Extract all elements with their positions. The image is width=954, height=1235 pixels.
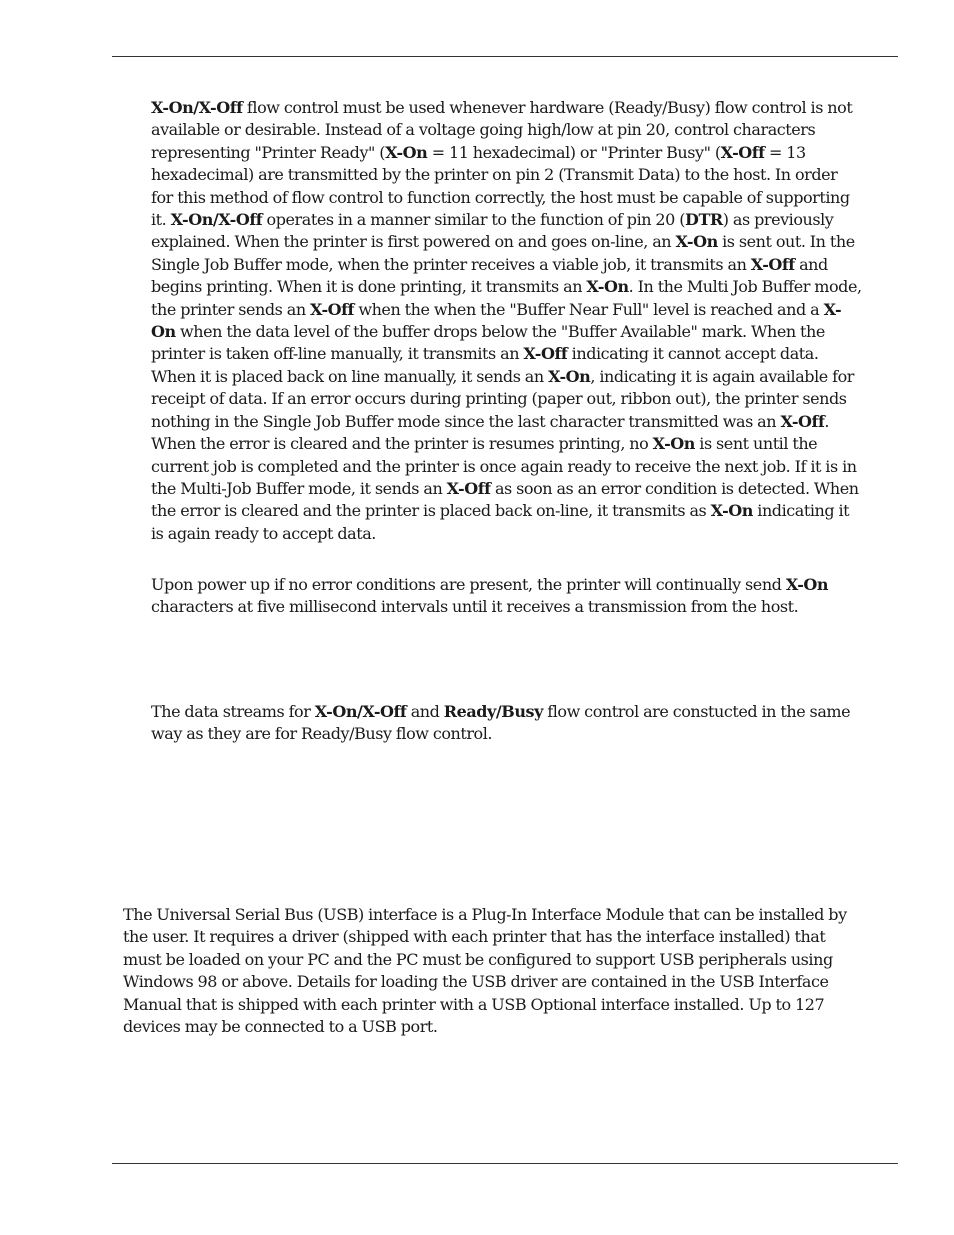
bold-term: X-On xyxy=(710,501,753,521)
bold-term: X-Off xyxy=(750,254,795,274)
usb-interface-paragraph xyxy=(123,904,863,1038)
power-up-paragraph xyxy=(151,574,863,619)
usb-interface-text: The Universal Serial Bus (USB) interface is a Plug-In Interface Module that can be installed by the user. It requires a driver (shipped with each printer that has the interface installed) that must be loaded on your PC and the PC must be configured to support USB peripherals using Windows 98 or above. Details for loading the USB driver are contained in the USB Interface Manual that is shipped with each printer with a USB Optional interface installed. Up to 127 devices may be connected to a USB port. xyxy=(123,905,847,1037)
bold-term: X-On xyxy=(586,277,629,297)
bold-term: X-On/X-Off xyxy=(314,702,407,721)
bold-term: X-Off xyxy=(446,478,491,498)
bold-term: X-Off xyxy=(523,344,568,364)
bold-term: X-On xyxy=(675,232,718,252)
header-rule xyxy=(112,56,898,57)
data-stream-paragraph xyxy=(151,701,863,746)
xon-xoff-description-text: X-On/X-Off flow control must be used whenever hardware (Ready/Busy) flow control is not available or desirable. Instead of a voltage going high/low at pin 20, control characters representing "Printer Ready" (X-On = 11 hexadecimal) or "Printer Busy" (X-Off = 13 hexadecimal) are transmitted by the printer on pin 2 (Transmit Data) to the host. In order for this method of flow control to function correctly, the host must be capable of supporting it. X-On/X-Off operates in a manner similar to the function of pin 20 (DTR) as previously explained. When the printer is first powered on and goes on-line, an X-On is sent out. In the Single Job Buffer mode, when the printer receives a viable job, it transmits an X-Off and begins printing. When it is done printing, it transmits an X-On. In the Multi Job Buffer mode, the printer sends an X-Off when the when the "Buffer Near Full" level is reached and a X-On when the data level of the buffer drops below the "Buffer Available" mark. When the printer is taken off-line manually, it transmits an X-Off indicating it cannot accept data. When it is placed back on line manually, it sends an X-On, indicating it is again available for receipt of data. If an error occurs during printing (paper out, ribbon out), the printer sends nothing in the Single Job Buffer mode since the last character transmitted was an X-Off. When the error is cleared and the printer is resumes printing, no X-On is sent until the current job is completed and the printer is once again ready to receive the next job. If it is in the Multi-Job Buffer mode, it sends an X-Off as soon as an error condition is detected. When the error is cleared and the printer is placed back on-line, it transmits as X-On indicating it is again ready to accept data. xyxy=(151,98,862,543)
bold-term: X-On xyxy=(785,575,829,594)
bold-term: Ready/Busy xyxy=(443,702,543,721)
bold-term: X-On xyxy=(652,434,695,454)
bold-term: X-On/X-Off xyxy=(151,98,243,117)
data-stream-text: The data streams for X-On/X-Off and Ready/Busy flow control are constucted in the same way as they are for Ready/Busy flow control. xyxy=(151,702,851,744)
bold-term: X-Off xyxy=(720,142,765,162)
bold-term: X-On xyxy=(548,366,591,386)
bold-term: X-Off xyxy=(780,411,825,431)
power-up-text: Upon power up if no error conditions are present, the printer will continually send X-On characters at five millisecond intervals until it receives a transmission from the host. xyxy=(151,575,829,617)
bold-term: DTR xyxy=(685,210,723,230)
bold-term: X-Off xyxy=(310,299,354,319)
bold-term: X-On xyxy=(151,299,842,342)
bold-term: X-On/X-Off xyxy=(170,210,263,230)
xon-xoff-description-paragraph xyxy=(151,97,863,545)
footer-rule xyxy=(112,1163,898,1164)
bold-term: X-On xyxy=(385,142,428,162)
